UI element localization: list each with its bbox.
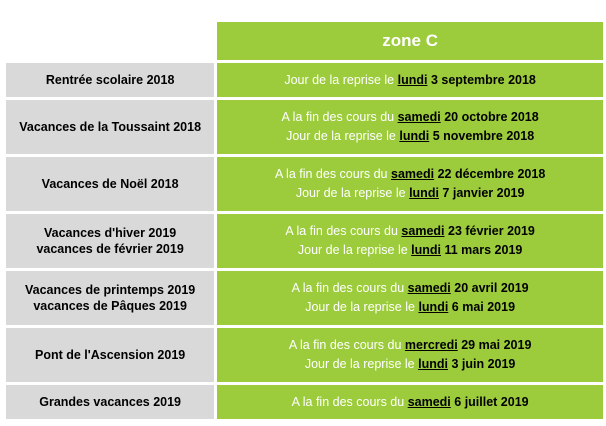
date-weekday: lundi xyxy=(418,357,448,371)
period-label: Vacances d'hiver 2019 xyxy=(44,226,177,240)
period-cell xyxy=(6,100,214,154)
date-prefix: A la fin des cours du xyxy=(288,338,402,352)
dates-cell xyxy=(217,385,603,419)
date-value: 20 octobre 2018 xyxy=(444,110,539,124)
date-prefix: Jour de la reprise le xyxy=(297,243,408,257)
dates-cell xyxy=(217,328,603,382)
period-label: Grandes vacances 2019 xyxy=(39,395,182,409)
period-cell xyxy=(6,328,214,382)
table-row xyxy=(6,157,603,211)
period-cell xyxy=(6,63,214,97)
date-line xyxy=(217,127,603,146)
date-prefix: Jour de la reprise le xyxy=(295,186,406,200)
table-row xyxy=(6,271,603,325)
date-value: 3 juin 2019 xyxy=(451,357,516,371)
date-prefix: Jour de la reprise le xyxy=(305,300,415,314)
period-cell xyxy=(6,271,214,325)
date-weekday: lundi xyxy=(418,300,449,314)
period-label-secondary: vacances de février 2019 xyxy=(36,242,184,256)
period-cell xyxy=(6,214,214,268)
date-prefix: Jour de la reprise le xyxy=(284,72,395,87)
date-line xyxy=(217,279,603,298)
date-weekday: mercredi xyxy=(404,338,458,352)
header-blank-cell xyxy=(6,22,214,60)
date-prefix: A la fin des cours du xyxy=(291,394,405,409)
date-weekday: samedi xyxy=(397,110,441,124)
period-label: Vacances de printemps 2019 xyxy=(25,283,196,297)
dates-cell xyxy=(217,271,603,325)
date-value: 3 septembre 2018 xyxy=(430,72,536,87)
date-prefix: Jour de la reprise le xyxy=(286,129,396,143)
date-line xyxy=(217,393,603,412)
dates-cell xyxy=(217,63,603,97)
table-row xyxy=(6,63,603,97)
date-line xyxy=(217,222,603,241)
period-label: Vacances de la Toussaint 2018 xyxy=(19,120,202,134)
period-cell xyxy=(6,385,214,419)
table-row xyxy=(6,100,603,154)
period-cell xyxy=(6,157,214,211)
table-row xyxy=(6,214,603,268)
table-row xyxy=(6,385,603,419)
date-line xyxy=(217,355,603,374)
date-weekday: samedi xyxy=(401,224,445,238)
date-value: 11 mars 2019 xyxy=(444,243,523,257)
school-holidays-table xyxy=(3,19,606,422)
date-weekday: lundi xyxy=(409,186,439,200)
date-line xyxy=(217,336,603,355)
period-label: Rentrée scolaire 2018 xyxy=(45,73,175,87)
date-line xyxy=(217,298,603,317)
date-line xyxy=(217,71,603,90)
date-weekday: samedi xyxy=(407,394,451,409)
date-weekday: samedi xyxy=(407,281,451,295)
date-value: 29 mai 2019 xyxy=(461,338,532,352)
date-prefix: A la fin des cours du xyxy=(291,281,405,295)
period-label: Vacances de Noël 2018 xyxy=(41,177,179,191)
date-prefix: A la fin des cours du xyxy=(285,224,398,238)
date-prefix: Jour de la reprise le xyxy=(304,357,415,371)
date-value: 20 avril 2019 xyxy=(454,281,529,295)
date-value: 5 novembre 2018 xyxy=(432,129,535,143)
date-value: 6 mai 2019 xyxy=(451,300,516,314)
header-row xyxy=(6,22,603,60)
date-value: 6 juillet 2019 xyxy=(454,394,529,409)
date-value: 22 décembre 2018 xyxy=(437,167,546,181)
date-line xyxy=(217,184,603,203)
date-value: 7 janvier 2019 xyxy=(442,186,525,200)
date-prefix: A la fin des cours du xyxy=(281,110,395,124)
date-line xyxy=(217,165,603,184)
date-weekday: lundi xyxy=(399,129,430,143)
dates-cell xyxy=(217,157,603,211)
date-weekday: samedi xyxy=(391,167,435,181)
dates-cell xyxy=(217,214,603,268)
dates-cell xyxy=(217,100,603,154)
date-line xyxy=(217,108,603,127)
period-label: Pont de l'Ascension 2019 xyxy=(35,348,186,362)
date-weekday: lundi xyxy=(397,72,428,87)
date-prefix: A la fin des cours du xyxy=(274,167,388,181)
table-row xyxy=(6,328,603,382)
date-value: 23 février 2019 xyxy=(448,224,535,238)
date-weekday: lundi xyxy=(411,243,442,257)
period-label-secondary: vacances de Pâques 2019 xyxy=(33,299,187,313)
date-line xyxy=(217,241,603,260)
zone-header: zone C xyxy=(217,22,603,60)
